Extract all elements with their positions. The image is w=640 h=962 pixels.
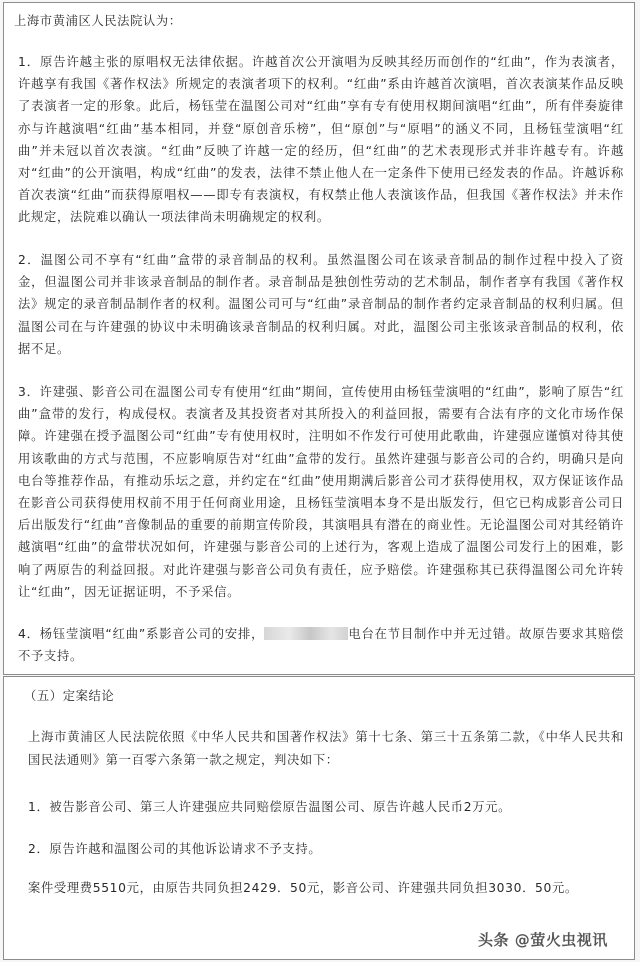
redacted-text	[264, 627, 348, 640]
paragraph-4-text-before: 4．杨钰莹演唱“红曲”系影音公司的安排，	[18, 627, 265, 641]
court-fee-statement: 案件受理费5510元，由原告共同负担2429．50元，影音公司、许建强共同负担3030．50元。	[28, 881, 578, 895]
paragraph-4-text-after: 电台在节目制作中并无过错。故原告要求其赔偿不予支持。	[18, 627, 624, 664]
verdict-item-1: 1．被告影音公司、第三人许建强应共同赔偿原告温图公司、原告许越人民币2万元。	[28, 800, 512, 814]
section-title: （五）定案结论	[24, 689, 115, 703]
verdict-panel	[3, 676, 635, 960]
reasoning-intro: 上海市黄浦区人民法院认为：	[14, 14, 182, 28]
reasoning-paragraph-4	[18, 623, 624, 667]
reasoning-paragraph-1: 1．原告许越主张的原唱权无法律依据。许越首次公开演唱为反映其经历而创作的“红曲”，作为表演者，许越享有我国《著作权法》所规定的表演者项下的权利。“红曲”系由许越首次演唱，首次表演某作品反映了表演者一定的形象。此后，杨钰莹在温图公司对“红曲”享有专有使用权期间演唱“红曲”，所有伴奏旋律亦与许越演唱“红曲”基本相同，并登“原创音乐榜”，但“原创”与“原唱”的涵义不同，且杨钰莹演唱“红曲”并未冠以首次表演。“红曲”反映了许越一定的经历，但“红曲”的艺术表现形式并非许越专有。许越对“红曲”的公开演唱，构成“红曲”的发表，法律不禁止他人在一定条件下使用已经发表的作品。许越诉称首次表演“红曲”而获得原唱权——即专有表演权，有权禁止他人表演该作品，但我国《著作权法》并未作此规定，法院难以确认一项法律尚未明确规定的权利。	[18, 55, 624, 225]
reasoning-paragraph-2: 2．温图公司不享有“红曲”盒带的录音制品的权利。虽然温图公司在该录音制品的制作过程中投入了资金，但温图公司并非该录音制品的制作者。录音制品是独创性劳动的艺术制品，制作者享有我国《著作权法》规定的录音制品制作者的权利。温图公司可与“红曲”录音制品的制作者约定录音制品的权利归属。但温图公司在与许建强的协议中未明确该录音制品的权利归属。对此，温图公司主张该录音制品的权利，依据不足。	[18, 253, 624, 356]
watermark-text: 头条 @萤火虫视讯	[478, 930, 608, 949]
verdict-item-2: 2．原告许越和温图公司的其他诉讼请求不予支持。	[28, 842, 322, 856]
verdict-intro: 上海市黄浦区人民法院依照《中华人民共和国著作权法》第十七条、第三十五条第二款，《中华人民共和国民法通则》第一百零六条第一款之规定，判决如下：	[28, 730, 624, 767]
watermark	[478, 928, 608, 950]
judgment-reasoning-panel	[3, 2, 635, 675]
reasoning-paragraph-3: 3．许建强、影音公司在温图公司专有使用“红曲”期间，宣传使用由杨钰莹演唱的“红曲”，影响了原告“红曲”盒带的发行，构成侵权。表演者及其投资者对其所投入的利益回报，需要有合法有序的文化市场作保障。许建强在授予温图公司“红曲”专有使用权时，注明如不作发行可使用此歌曲，许建强应谨慎对待其使用该歌曲的方式与范围，不应影响原告对“红曲”盒带的发行。虽然许建强与影音公司的合约，明确只是向电台等推荐作品，有推动乐坛之意，并约定在“红曲”使用期满后影音公司才获得使用权，双方保证该作品在影音公司获得使用权前不用于任何商业用途，且杨钰莹演唱本身不是出版发行，但它已构成影音公司日后出版发行“红曲”音像制品的重要的前期宣传阶段，其演唱具有潜在的商业性。无论温图公司对其经销许越演唱“红曲”的盒带状况如何，许建强与影音公司的上述行为，客观上造成了温图公司发行上的困难，影响了两原告的利益回报。对此许建强与影音公司负有责任，应予赔偿。许建强称其已获得温图公司允许转让“红曲”，因无证据证明，不予采信。	[18, 385, 624, 599]
